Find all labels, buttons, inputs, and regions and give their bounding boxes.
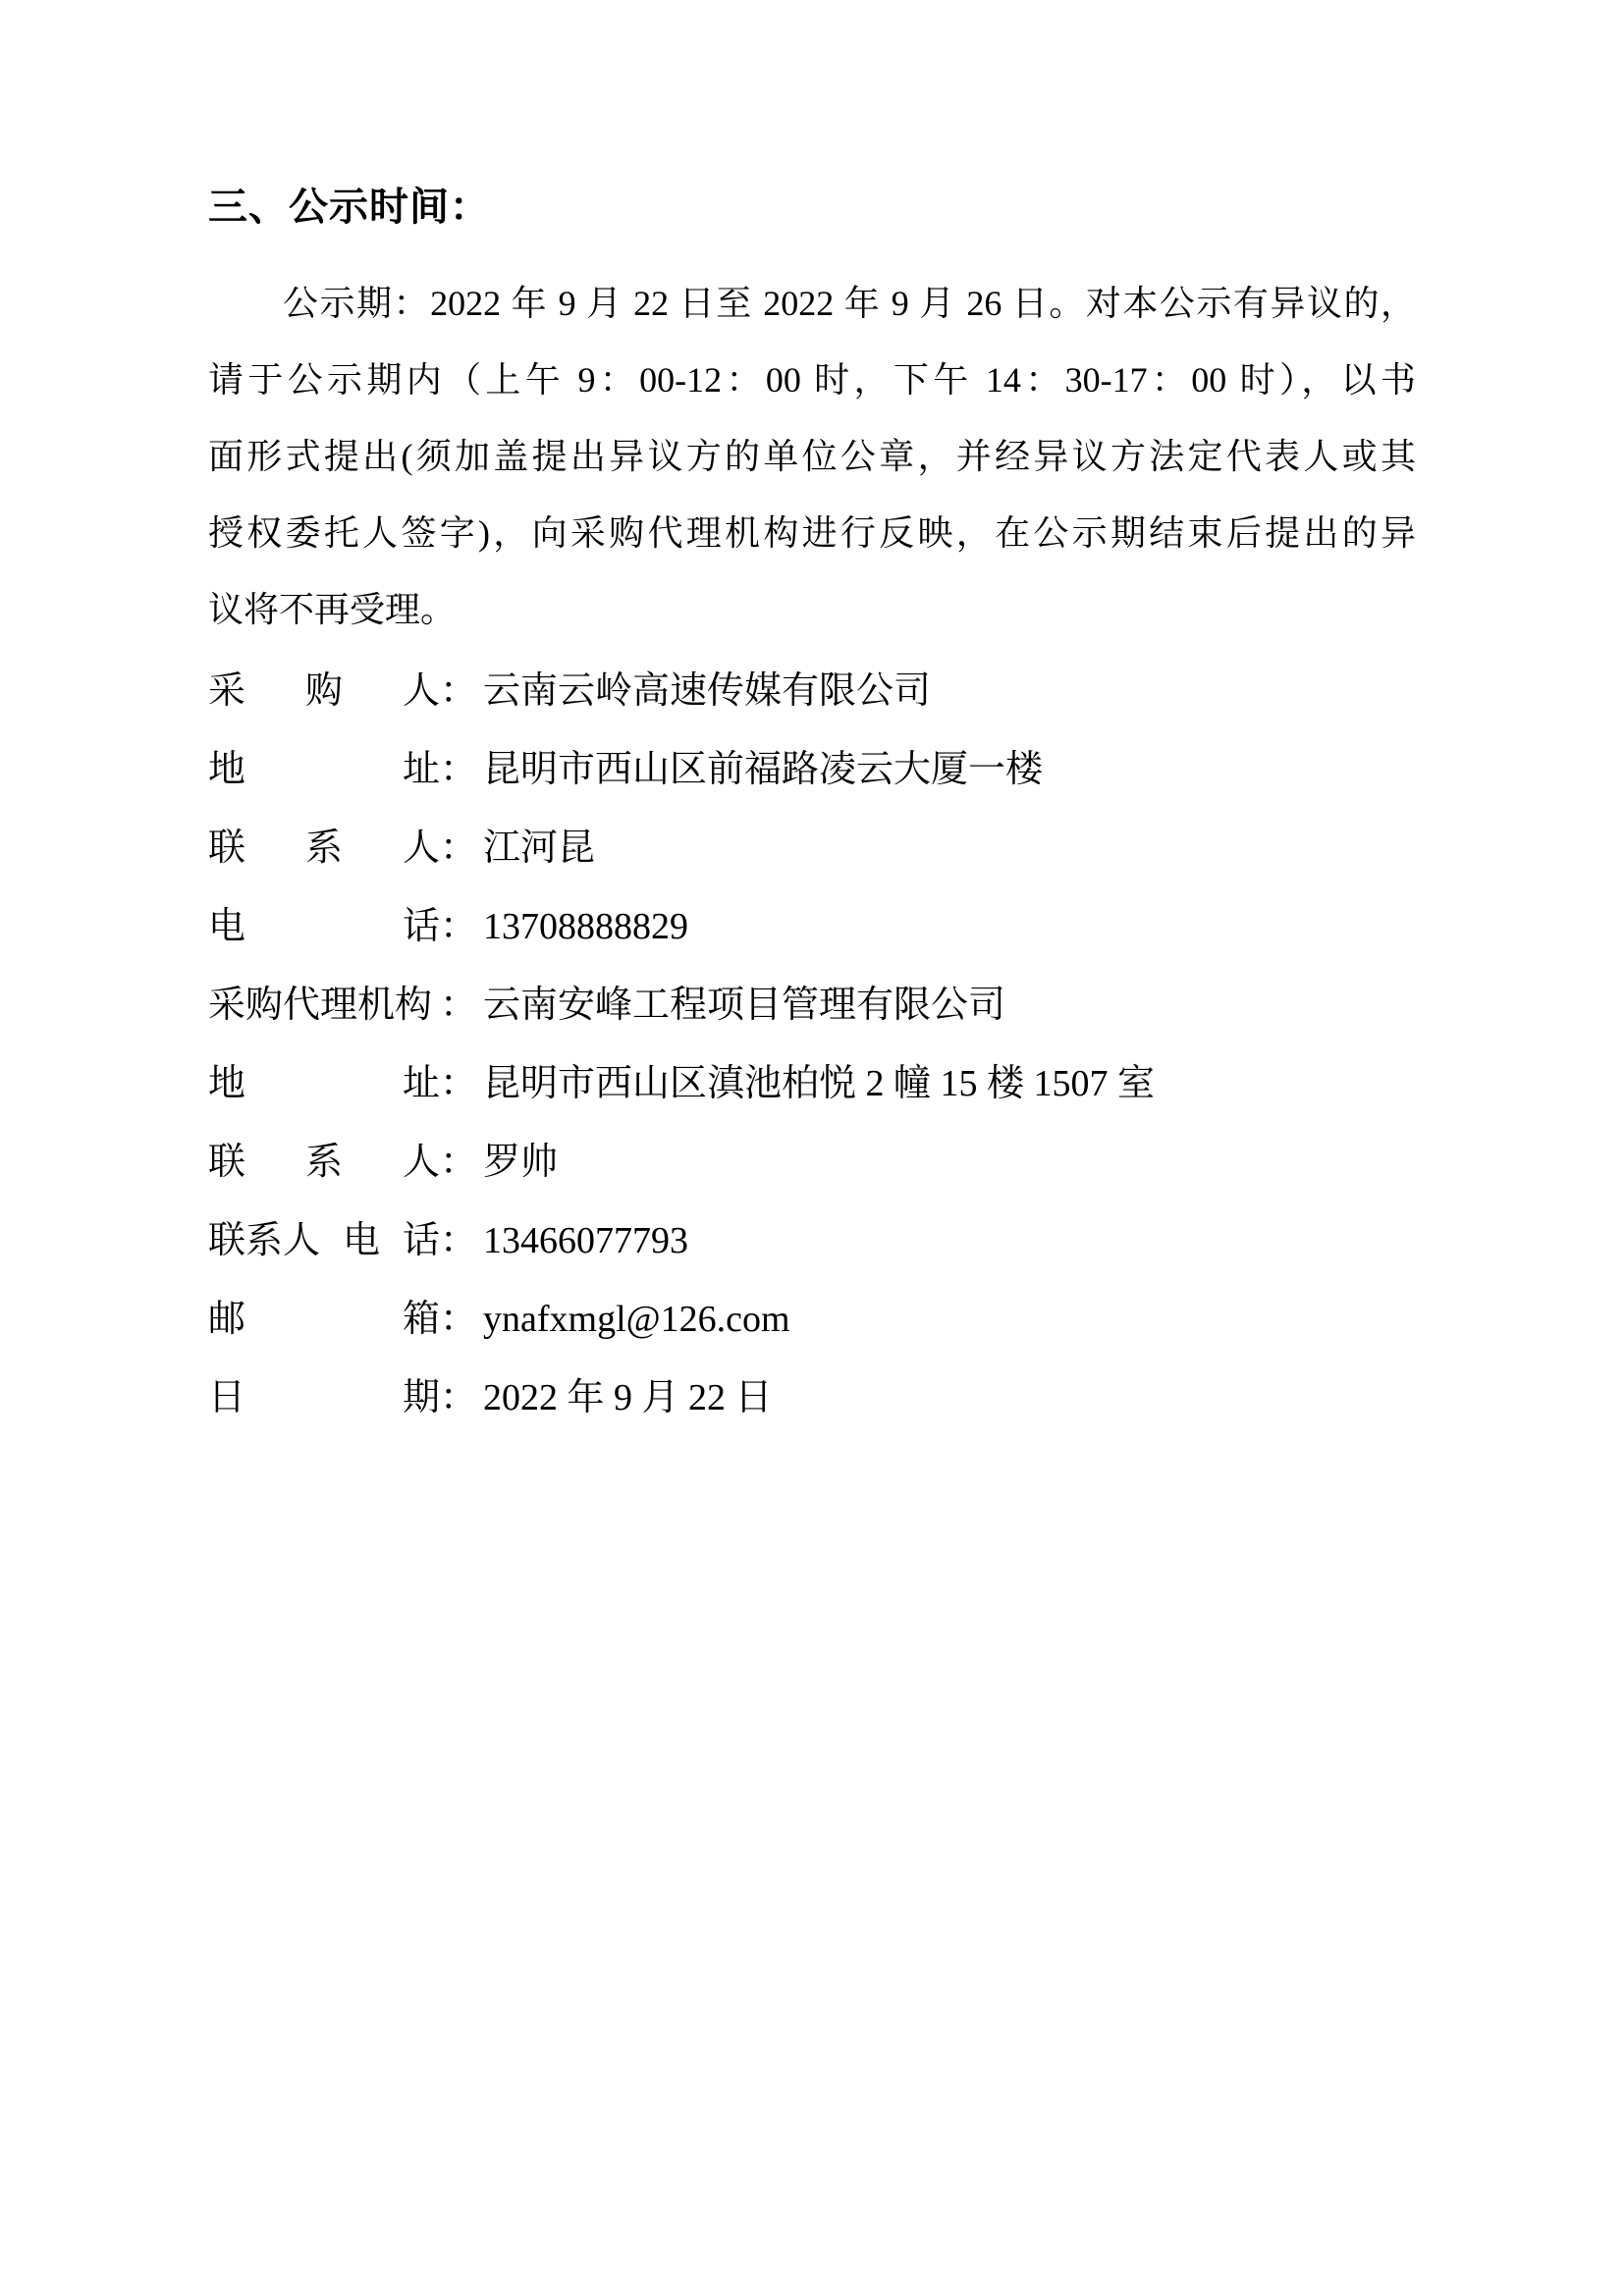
paragraph-line: 议将不再受理。: [208, 590, 457, 629]
contact-value: 江河昆: [483, 828, 596, 869]
label-part: 地: [208, 749, 246, 790]
label-colon: ：: [440, 1142, 478, 1183]
label-part: 系: [304, 1142, 343, 1183]
label-part: 电: [208, 906, 246, 947]
contact-label: [208, 887, 440, 966]
label-part: 地: [208, 1063, 246, 1104]
contact-row-agency-email: [208, 1280, 1416, 1359]
label-part: 联: [208, 1142, 246, 1183]
contact-value: 昆明市西山区前福路凌云大厦一楼: [483, 749, 1044, 790]
contact-label: [208, 1201, 440, 1280]
section-heading: 三、公示时间：: [208, 185, 490, 229]
label-part: 址: [402, 749, 440, 790]
label-part: 采: [208, 670, 246, 712]
contact-row-purchaser: [208, 652, 1416, 730]
paragraph-line: 请于公示期内（上午 9：00-12：00 时，下午 14：30-17：00 时），以书: [208, 360, 1416, 400]
label-part: 联系人: [208, 1220, 321, 1261]
label-part: 人: [402, 670, 440, 712]
contact-label: [208, 730, 440, 809]
contact-label: [208, 966, 440, 1044]
contact-row-purchaser-phone: [208, 887, 1416, 966]
label-part: 箱: [402, 1299, 440, 1340]
paragraph-line: 授权委托人签字)，向采购代理机构进行反映，在公示期结束后提出的异: [208, 513, 1416, 553]
label-part: 邮: [208, 1299, 246, 1340]
contact-row-agency-address: [208, 1044, 1416, 1123]
contact-value: 罗帅: [483, 1142, 559, 1183]
label-part: 期: [402, 1377, 440, 1418]
contact-row-agency: [208, 966, 1416, 1044]
contact-value: 昆明市西山区滇池柏悦 2 幢 15 楼 1507 室: [483, 1063, 1156, 1104]
contact-label: [208, 1280, 440, 1359]
contact-value: 2022 年 9 月 22 日: [483, 1377, 773, 1418]
label-part: 系: [304, 828, 343, 869]
contact-info-block: [208, 652, 1416, 1437]
contact-label: [208, 1044, 440, 1123]
contact-label: [208, 1359, 440, 1437]
label-part: 购: [304, 670, 343, 712]
label-part: 话: [402, 1220, 440, 1261]
contact-row-purchaser-contact: [208, 809, 1416, 887]
contact-row-agency-contact-phone: [208, 1201, 1416, 1280]
contact-row-agency-contact: [208, 1123, 1416, 1201]
contact-value: 云南安峰工程项目管理有限公司: [483, 985, 1006, 1026]
label-part: 电: [342, 1220, 380, 1261]
label-colon: ：: [440, 1377, 478, 1418]
label-part: 日: [208, 1377, 246, 1418]
label-part: 人: [402, 828, 440, 869]
label-colon: ：: [440, 985, 478, 1026]
paragraph-line: 公示期：2022 年 9 月 22 日至 2022 年 9 月 26 日。对本公示有异议的，: [283, 284, 1416, 323]
label-part: 采购代理机构: [208, 985, 433, 1026]
label-colon: ：: [440, 670, 478, 712]
notice-paragraph: [208, 265, 1416, 648]
label-colon: ：: [440, 1220, 478, 1261]
label-part: 人: [402, 1142, 440, 1183]
label-colon: ：: [440, 1299, 478, 1340]
contact-value: 13466077793: [483, 1220, 689, 1261]
contact-row-purchaser-address: [208, 730, 1416, 809]
label-part: 话: [402, 906, 440, 947]
label-part: 址: [402, 1063, 440, 1104]
contact-value: 云南云岭高速传媒有限公司: [483, 670, 932, 712]
contact-label: [208, 809, 440, 887]
contact-value: 13708888829: [483, 906, 689, 947]
contact-label: [208, 652, 440, 730]
label-colon: ：: [440, 828, 478, 869]
contact-label: [208, 1123, 440, 1201]
label-part: 联: [208, 828, 246, 869]
paragraph-line: 面形式提出(须加盖提出异议方的单位公章，并经异议方法定代表人或其: [208, 437, 1416, 476]
label-colon: ：: [440, 906, 478, 947]
contact-row-date: [208, 1359, 1416, 1437]
contact-value: ynafxmgl@126.com: [483, 1299, 790, 1340]
label-colon: ：: [440, 749, 478, 790]
label-colon: ：: [440, 1063, 478, 1104]
